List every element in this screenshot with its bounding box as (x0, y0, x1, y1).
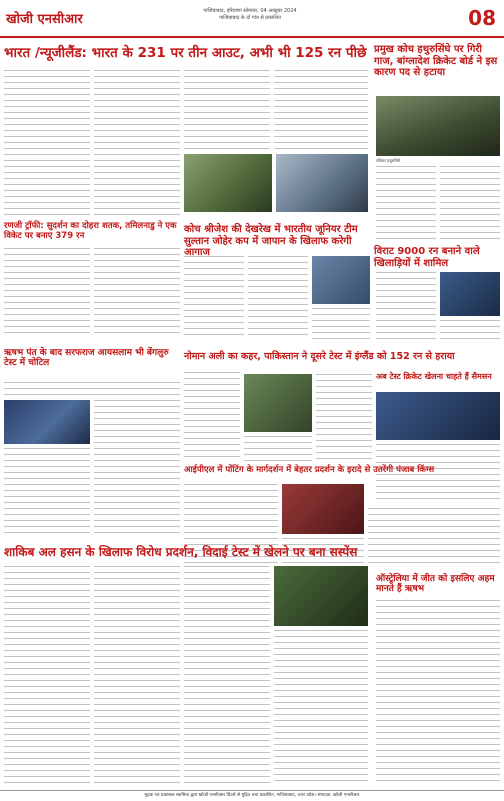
noman-body-col1 (184, 372, 240, 462)
koch-headline: कोच श्रीजेश की देखरेख में भारतीय जूनियर टीम सुल्तान जोहेर कप में जापान के खिलाफ करेगी आगाज (184, 224, 358, 258)
virat-body-col1 (376, 272, 436, 344)
shakib-body-col1 (4, 566, 90, 786)
masthead-title: खोजी एनसीआर (6, 12, 83, 27)
noman-body-col3 (316, 374, 372, 462)
page-number: 08 (468, 6, 496, 30)
virat-photo (440, 272, 500, 316)
rishabh-body-col1 (4, 448, 90, 538)
eng-test-headline: अब टेस्ट क्रिकेट खेलना चाहते हैं सैमसन (376, 372, 492, 381)
rishabh-headline: ऋषभ पंत के बाद सरफराज आयसलाम भी बेंगलुरु टेस्ट में चोटिल (4, 348, 169, 369)
shakib-body-col3 (184, 566, 270, 786)
ranji-body-col1 (4, 248, 90, 338)
koch-body-col3 (312, 308, 370, 340)
right-top-caption: चंडिका हथुरुसिंघे (376, 158, 401, 163)
noman-headline: नोमान अली का कहर, पाकिस्तान ने दूसरे टेस्ट में इंग्लैंड को 152 रन से हराया (184, 351, 455, 362)
rishabh-photo (4, 400, 90, 444)
ranji-headline: रणजी ट्रॉफी: सुदर्शन का दोहरा शतक, तमिलनाडु ने एक विकेट पर बनाए 379 रन (4, 221, 177, 241)
aus-body (376, 600, 500, 786)
right-top-headline: प्रमुख कोच हथुरुसिंघे पर गिरी गाज, बांग्लादेश क्रिकेट बोर्ड ने इस कारण पद से हटाया (374, 44, 498, 78)
ipl-headline: आईपीएल में पोंटिंग के मार्गदर्शन में बेहतर प्रदर्शन के इरादे से उतरेंगी पंजाब किंग्स (184, 465, 435, 475)
right-top-body-col2 (440, 166, 500, 240)
shakib-headline: शाकिब अल हसन के खिलाफ विरोध प्रदर्शन, विदाई टेस्ट में खेलने पर बना सस्पेंस (4, 545, 358, 559)
lead-body-col4 (274, 70, 368, 150)
lead-photo-left (184, 154, 272, 212)
shakib-body-col2 (94, 566, 180, 786)
ipl-photo (282, 484, 364, 534)
masthead-edition: गाजियाबाद के दो गांव से प्रकाशित (219, 15, 281, 21)
masthead (0, 0, 504, 38)
eng-test-photo (376, 392, 500, 440)
page-footer: मुद्रक एवं प्रकाशक स्वामित्व द्वारा खोजी एनसीआर प्रिंटर्स से मुद्रित तथा प्रकाशित, गाजियाबाद, उत्तर प्रदेश। संपादक: खोजी एनसीआर (0, 790, 504, 801)
virat-headline: विराट 9000 रन बनाने वाले खिलाड़ियों में शामिल (374, 246, 480, 269)
koch-body-col2 (248, 256, 308, 340)
koch-body-col1 (184, 256, 244, 340)
noman-body-col2 (244, 436, 312, 462)
right-top-photo (376, 96, 500, 156)
shakib-photo (274, 566, 368, 626)
rishabh-body-col2 (94, 400, 180, 538)
lead-body-col1 (4, 70, 90, 216)
koch-photo (312, 256, 370, 304)
lead-body-col3 (184, 70, 270, 150)
noman-photo (244, 374, 312, 432)
shakib-body-col4 (274, 630, 368, 786)
lead-photo-right (276, 154, 368, 212)
virat-body-col2 (440, 320, 500, 344)
right-top-body-col1 (376, 166, 436, 240)
lead-body-col2 (94, 70, 180, 216)
masthead-meta (170, 8, 330, 22)
lead-headline: भारत /न्यूजीलैंड: भारत के 231 पर तीन आउट, अभी भी 125 रन पीछे (4, 45, 367, 61)
ranji-body-col2 (94, 248, 180, 338)
aus-headline: ऑस्ट्रेलिया में जीत को इसलिए अहम मानते हैं ऋषभ (376, 574, 495, 595)
masthead-date: गाजियाबाद, हरियाणा सोमवार, 04 अक्टूबर 2024 (203, 8, 297, 14)
rishabh-intro (4, 382, 180, 396)
ipl-body-col3 (368, 508, 500, 568)
